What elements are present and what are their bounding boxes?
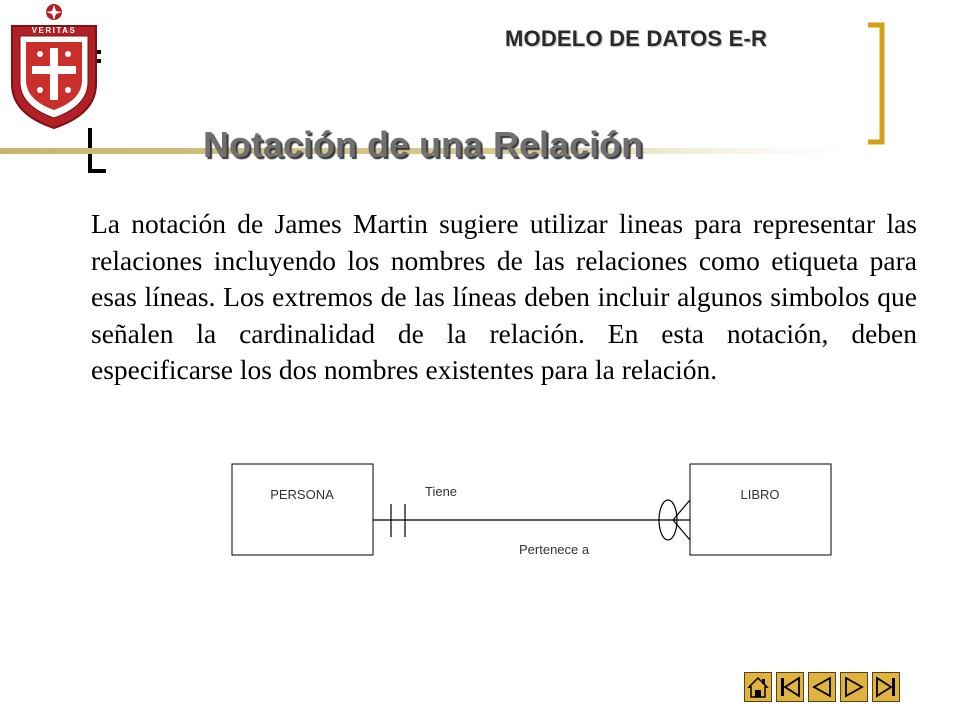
entity-persona-box [232,464,373,555]
first-icon [777,673,803,701]
last-slide-button[interactable] [872,672,900,702]
home-button[interactable] [744,672,772,702]
logo-decoration [97,50,103,64]
entity-libro-label: LIBRO [740,487,780,502]
previous-slide-button[interactable] [808,672,836,702]
svg-text:VERITAS: VERITAS [31,26,77,35]
header-title: MODELO DE DATOS E-R [505,26,768,51]
entity-persona-label: PERSONA [270,487,334,502]
right-bracket-decoration [866,22,886,146]
next-icon [841,673,867,701]
slide-title: Notación de una Relación [203,124,644,165]
crest-star-icon [46,4,62,20]
university-shield-logo [4,2,104,130]
home-icon [745,673,771,701]
relation-label-bottom: Pertenece a [519,542,590,557]
first-slide-button[interactable] [776,672,804,702]
entity-libro-box [690,464,831,555]
relation-label-top: Tiene [425,484,458,499]
er-diagram [225,460,845,570]
body-paragraph: La notación de James Martin sugiere utilizar lineas para representar las relaciones incluyendo los nombres de las relaciones como etiqueta para esas líneas. Los extremos de las líneas deben incluir algunos simbolos que señalen la cardinalidad de la relación. En esta notación, deben especificarse los dos nombres existentes para la relación. [91,208,917,385]
slide-navigation [744,672,904,704]
previous-icon [809,673,835,701]
last-icon [873,673,899,701]
next-slide-button[interactable] [840,672,868,702]
